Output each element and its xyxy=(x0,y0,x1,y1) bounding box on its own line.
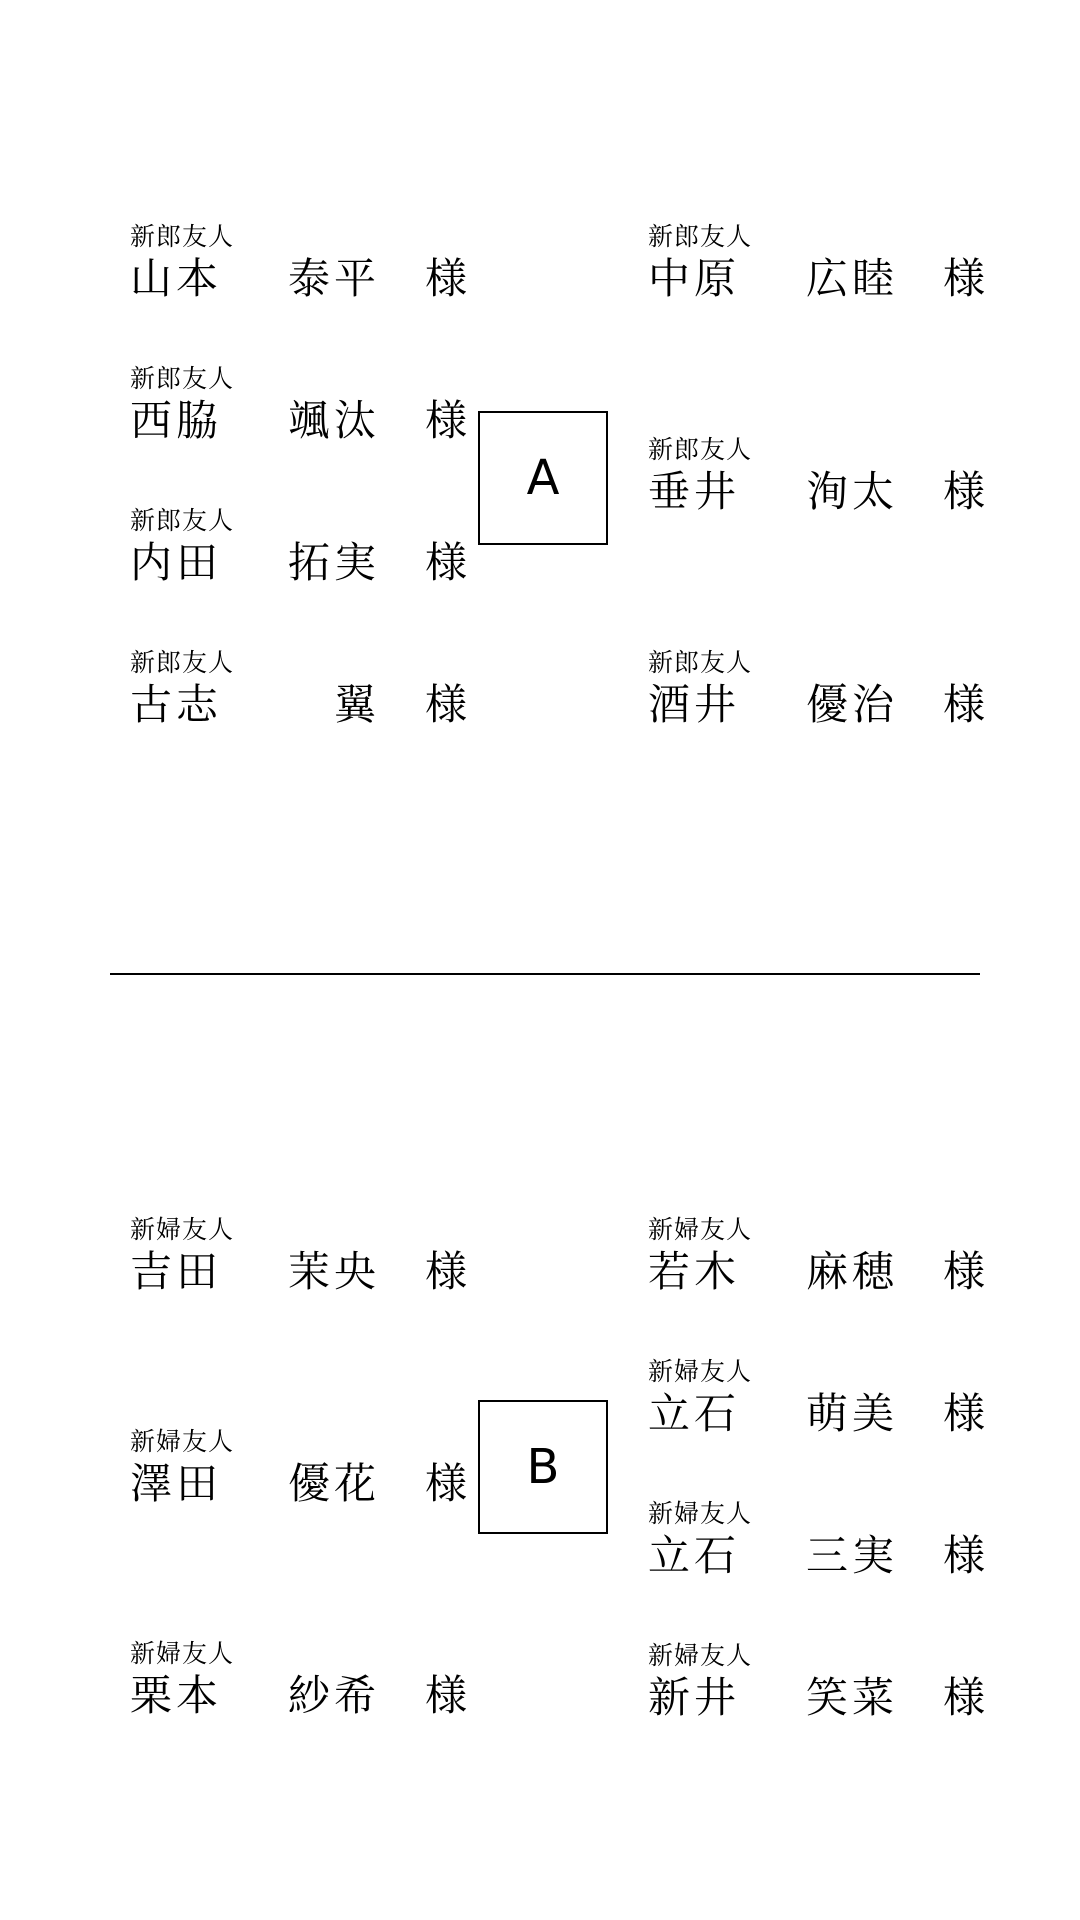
guest-card xyxy=(648,648,988,748)
guest-honorific: 様 xyxy=(942,1247,985,1296)
guest-surname: 山本 xyxy=(130,254,223,303)
guest-given-name: 紗希 xyxy=(287,1671,380,1720)
guest-relation: 新婦友人 xyxy=(130,1427,235,1456)
guest-card xyxy=(648,1357,988,1457)
table-b-section xyxy=(0,975,1080,1920)
guest-surname: 若木 xyxy=(648,1247,741,1296)
guest-surname: 垂井 xyxy=(648,467,741,516)
guest-card xyxy=(130,222,470,322)
guest-honorific: 様 xyxy=(424,396,467,445)
guest-honorific: 様 xyxy=(942,1531,985,1580)
guest-given-name: 颯汰 xyxy=(287,396,380,445)
table-label: B xyxy=(526,1439,560,1495)
guest-given-name: 優花 xyxy=(287,1459,380,1508)
guest-surname: 立石 xyxy=(648,1389,741,1438)
guest-card xyxy=(648,1215,988,1315)
guest-relation: 新婦友人 xyxy=(648,1641,753,1670)
guest-honorific: 様 xyxy=(942,254,985,303)
guest-given-name: 優治 xyxy=(805,680,898,729)
guest-given-name: 洵太 xyxy=(805,467,898,516)
guest-card xyxy=(130,1639,470,1739)
guest-surname: 内田 xyxy=(130,538,223,587)
guest-surname: 新井 xyxy=(648,1673,741,1722)
guest-surname: 古志 xyxy=(130,680,223,729)
guest-surname: 立石 xyxy=(648,1531,741,1580)
guest-surname: 西脇 xyxy=(130,396,223,445)
guest-given-name: 麻穂 xyxy=(805,1247,898,1296)
guest-relation: 新郎友人 xyxy=(130,506,235,535)
guest-relation: 新郎友人 xyxy=(130,648,235,677)
guest-card xyxy=(130,506,470,606)
guest-honorific: 様 xyxy=(424,1671,467,1720)
guest-honorific: 様 xyxy=(424,1247,467,1296)
guest-given-name: 茉央 xyxy=(287,1247,380,1296)
guest-given-name: 広睦 xyxy=(805,254,898,303)
guest-relation: 新婦友人 xyxy=(130,1215,235,1244)
guest-honorific: 様 xyxy=(424,680,467,729)
guest-honorific: 様 xyxy=(942,680,985,729)
guest-honorific: 様 xyxy=(942,467,985,516)
guest-relation: 新婦友人 xyxy=(648,1499,753,1528)
guest-given-name: 三実 xyxy=(805,1531,898,1580)
guest-given-name: 翼 xyxy=(333,680,380,729)
guest-card xyxy=(648,1499,988,1599)
guest-given-name: 笑菜 xyxy=(805,1673,898,1722)
guest-card xyxy=(648,1641,988,1741)
guest-relation: 新婦友人 xyxy=(648,1215,753,1244)
guest-given-name: 泰平 xyxy=(287,254,380,303)
guest-surname: 栗本 xyxy=(130,1671,223,1720)
guest-honorific: 様 xyxy=(942,1673,985,1722)
guest-card xyxy=(648,222,988,322)
guest-honorific: 様 xyxy=(942,1389,985,1438)
guest-card xyxy=(130,1215,470,1315)
guest-surname: 澤田 xyxy=(130,1459,223,1508)
guest-card xyxy=(648,435,988,535)
guest-card xyxy=(130,648,470,748)
guest-surname: 吉田 xyxy=(130,1247,223,1296)
table-label-box xyxy=(478,1400,608,1534)
guest-relation: 新郎友人 xyxy=(130,222,235,251)
guest-honorific: 様 xyxy=(424,1459,467,1508)
guest-relation: 新婦友人 xyxy=(130,1639,235,1668)
guest-honorific: 様 xyxy=(424,254,467,303)
guest-relation: 新婦友人 xyxy=(648,1357,753,1386)
table-label: A xyxy=(526,450,560,506)
guest-relation: 新郎友人 xyxy=(648,222,753,251)
guest-honorific: 様 xyxy=(424,538,467,587)
guest-relation: 新郎友人 xyxy=(648,648,753,677)
guest-relation: 新郎友人 xyxy=(648,435,753,464)
guest-relation: 新郎友人 xyxy=(130,364,235,393)
guest-given-name: 萌美 xyxy=(805,1389,898,1438)
guest-card xyxy=(130,1427,470,1527)
guest-surname: 中原 xyxy=(648,254,741,303)
guest-given-name: 拓実 xyxy=(287,538,380,587)
guest-surname: 酒井 xyxy=(648,680,741,729)
table-label-box xyxy=(478,411,608,545)
guest-card xyxy=(130,364,470,464)
